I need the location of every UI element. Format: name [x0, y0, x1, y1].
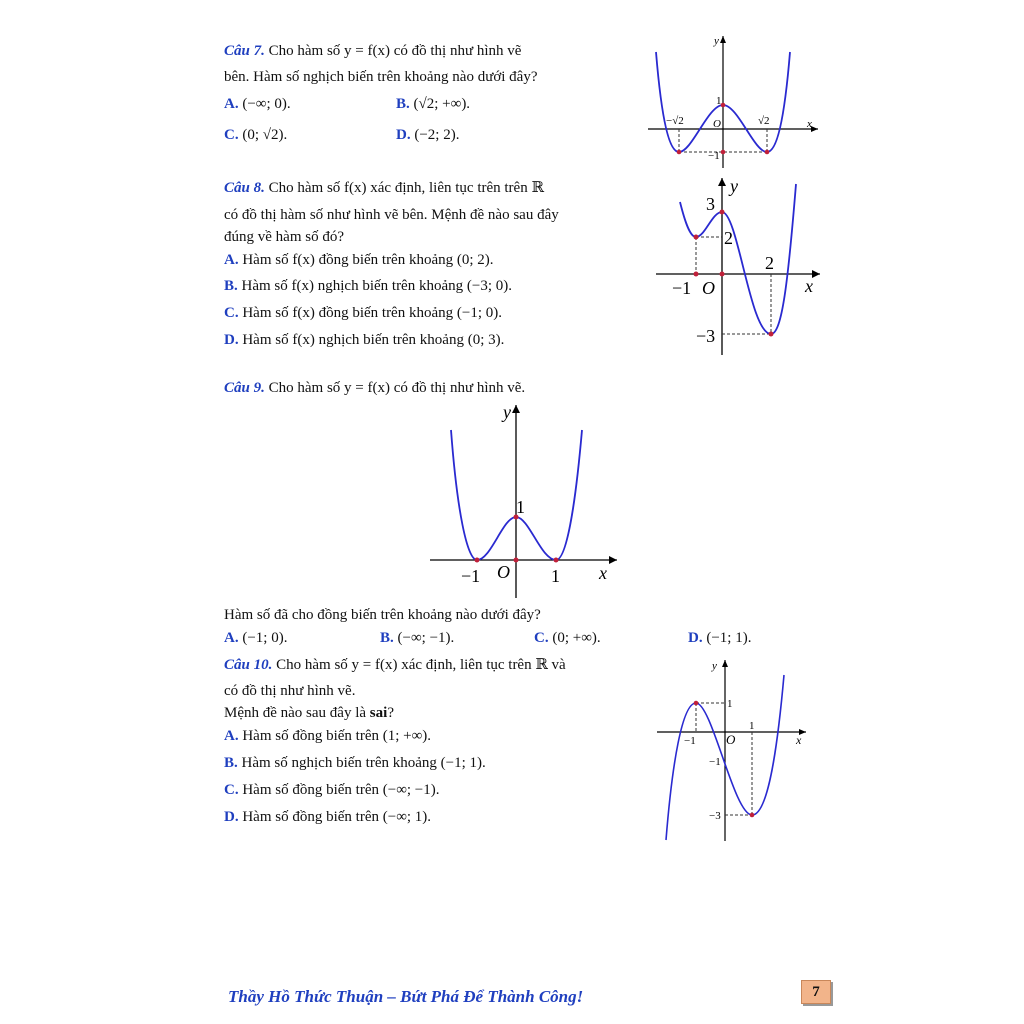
q8-text-line3: đúng về hàm số đó?: [224, 229, 344, 245]
q8-line1: [224, 177, 544, 199]
q7-max-label: 1: [716, 95, 722, 107]
q8-text-line2: có đồ thị hàm số như hình vẽ bên. Mệnh đề nào sau đây: [224, 207, 559, 223]
q10-option-d: D. Hàm số đồng biến trên (−∞; 1).: [224, 809, 432, 825]
q9-line1: [224, 377, 525, 399]
q9-option-c: C. (0; +∞).: [534, 630, 601, 646]
q9-y-label: y: [503, 402, 511, 422]
q9-question: Hàm số đã cho đồng biến trên khoảng nào dưới đây?: [224, 607, 541, 623]
q10-graph: [652, 655, 812, 845]
q7-label: Câu 7.: [224, 43, 265, 59]
q7-option-c: C. (0; √2).: [224, 127, 288, 143]
q10-line1: [224, 654, 566, 676]
q10-y-label: y: [712, 660, 717, 672]
q7-line1: [224, 40, 521, 62]
q8-label: Câu 8.: [224, 180, 265, 196]
q10-one-y-label: 1: [727, 698, 733, 710]
q9-one-y-label: 1: [516, 497, 525, 517]
page-number: 7: [801, 980, 831, 1004]
q8-x-label: x: [805, 276, 813, 296]
q8-option-d: D. Hàm số f(x) nghịch biến trên khoảng (0; 3).: [224, 332, 505, 348]
q7-option-a: A. (−∞; 0).: [224, 96, 291, 112]
q9-option-d: D. (−1; 1).: [688, 630, 752, 646]
q7-option-d: D. (−2; 2).: [396, 127, 460, 143]
q10-option-a: A. Hàm số đồng biến trên (1; +∞).: [224, 728, 432, 744]
q9-option-b: B. (−∞; −1).: [380, 630, 455, 646]
q9-option-a: A. (−1; 0).: [224, 630, 288, 646]
q7-neg-root-label: −√2: [666, 115, 684, 127]
q7-text-line2: bên. Hàm số nghịch biến trên khoảng nào dưới đây?: [224, 69, 538, 85]
q7-graph: [640, 30, 820, 170]
q10-one-x-label: 1: [749, 720, 755, 732]
q7-text-line1: Cho hàm số y = f(x) có đồ thị như hình vẽ: [268, 43, 522, 59]
q9-one-x-label: 1: [551, 566, 560, 586]
q7-origin-label: O: [713, 118, 721, 130]
q10-text-line2: có đồ thị như hình vẽ.: [224, 683, 356, 699]
q8-three-label: 3: [706, 194, 715, 214]
q8-y-label: y: [730, 176, 738, 196]
q8-neg-three-label: −3: [696, 326, 716, 346]
q10-neg-one-x-label: −1: [684, 735, 696, 747]
q10-text-line3: Mệnh đề nào sau đây là sai?: [224, 705, 394, 721]
q8-origin-label: O: [702, 278, 715, 298]
q7-y-label: y: [714, 35, 719, 47]
q9-neg-one-label: −1: [461, 566, 481, 586]
q10-label: Câu 10.: [224, 657, 273, 673]
q10-origin-label: O: [726, 732, 736, 747]
q9-origin-label: O: [497, 562, 510, 582]
q10-text-line1: Cho hàm số y = f(x) xác định, liên tục trên ℝ và: [276, 657, 566, 673]
q8-option-c: C. Hàm số f(x) đồng biến trên khoảng (−1; 0).: [224, 305, 502, 321]
q8-option-b: B. Hàm số f(x) nghịch biến trên khoảng (−3; 0).: [224, 278, 512, 294]
q7-min-label: −1: [708, 150, 720, 162]
q10-neg-three-label: −3: [709, 810, 721, 822]
q7-x-label: x: [807, 118, 812, 130]
q8-neg-one-label: −1: [672, 278, 692, 298]
q8-two-x-label: 2: [765, 253, 774, 273]
q9-label: Câu 9.: [224, 380, 265, 396]
q8-graph: [650, 172, 825, 357]
q7-pos-root-label: √2: [758, 115, 770, 127]
q9-graph: [425, 400, 625, 600]
q10-neg-one-y-label: −1: [709, 756, 721, 768]
q7-option-b: B. (√2; +∞).: [396, 96, 471, 112]
q8-text-line1: Cho hàm số f(x) xác định, liên tục trên trên ℝ: [268, 180, 544, 196]
q8-option-a: A. Hàm số f(x) đồng biến trên khoảng (0; 2).: [224, 252, 494, 268]
q9-x-label: x: [599, 563, 607, 583]
q10-option-b: B. Hàm số nghịch biến trên khoảng (−1; 1).: [224, 755, 486, 771]
q10-option-c: C. Hàm số đồng biến trên (−∞; −1).: [224, 782, 440, 798]
q9-text: Cho hàm số y = f(x) có đồ thị như hình vẽ.: [268, 380, 526, 396]
q10-x-label: x: [796, 733, 802, 747]
footer-text: Thầy Hồ Thức Thuận – Bứt Phá Để Thành Công!: [228, 987, 584, 1006]
q8-two-y-label: 2: [724, 228, 733, 248]
